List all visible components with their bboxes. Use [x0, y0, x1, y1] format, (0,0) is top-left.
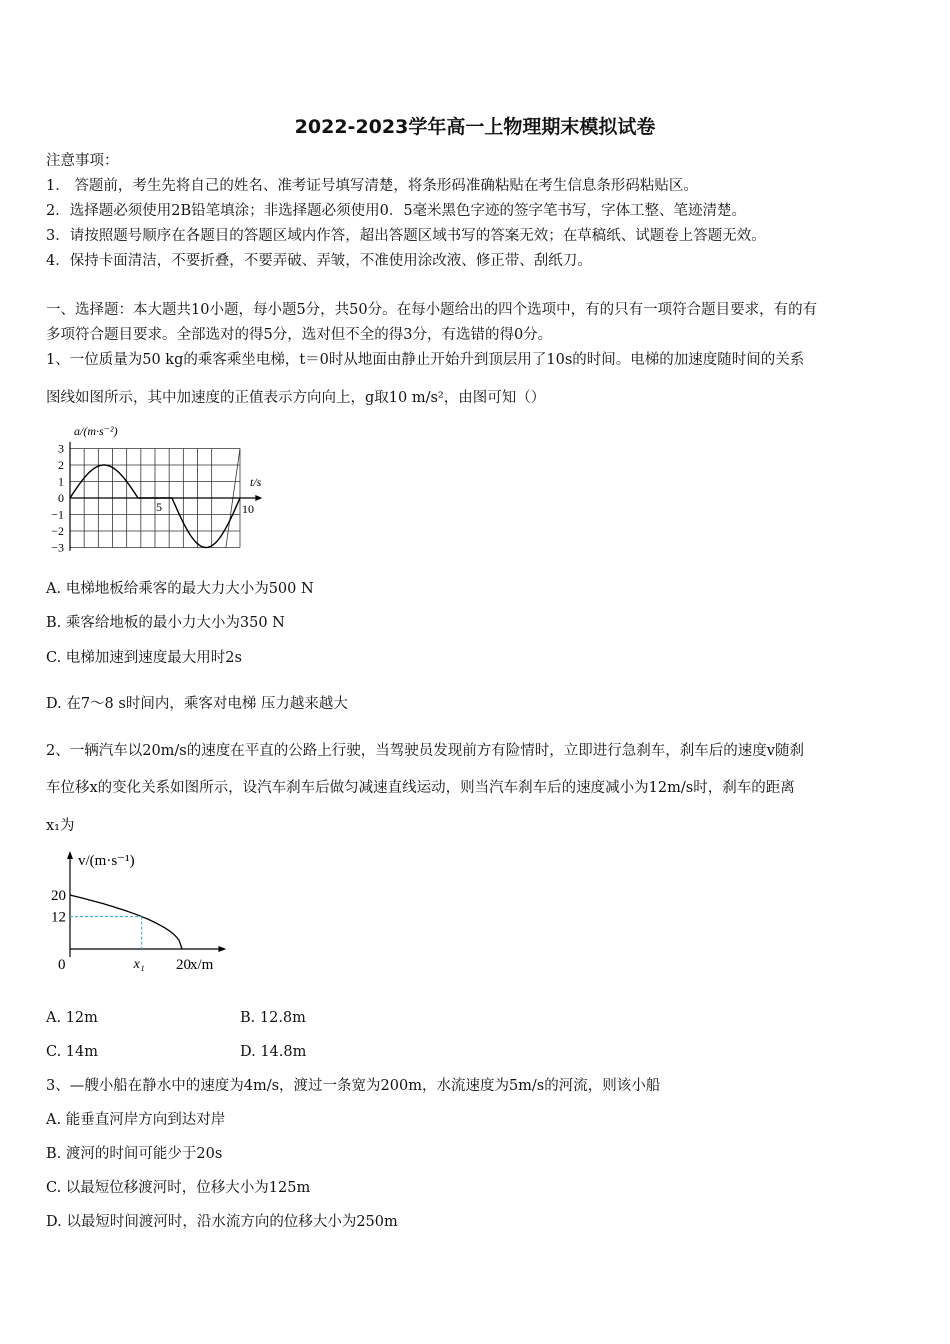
- origin-label: 0: [58, 957, 66, 973]
- notice-item: 3．请按照题号顺序在各题目的答题区域内作答，超出答题区域书写的答案无效；在草稿纸、试题卷上答题无效。: [46, 228, 766, 244]
- x-axis-label: t/s: [250, 475, 262, 489]
- velocity-curve: [70, 895, 182, 949]
- q2-stem: x₁为: [46, 818, 75, 834]
- q1-option-a: A. 电梯地板给乘客的最大力大小为500 N: [46, 581, 314, 597]
- x-tick-label: 5: [156, 500, 162, 514]
- q3-option-a: A. 能垂直河岸方向到达对岸: [46, 1112, 226, 1128]
- q2-stem: 车位移x的变化关系如图所示，设汽车刹车后做匀减速直线运动，则当汽车刹车后的速度减小为12m/s时，刹车的距离: [46, 780, 795, 796]
- q2-option-c: C. 14m: [46, 1044, 98, 1060]
- notice-item: 1． 答题前，考生先将自己的姓名、准考证号填写清楚，将条形码准确粘贴在考生信息条形码粘贴区。: [46, 178, 698, 194]
- notice-item: 2．选择题必须使用2B铅笔填涂；非选择题必须使用0．5毫米黑色字迹的签字笔书写，字体工整、笔迹清楚。: [46, 203, 747, 219]
- q1-acceleration-chart: [42, 418, 282, 566]
- q2-option-b: B. 12.8m: [240, 1010, 306, 1026]
- q1-option-c: C. 电梯加速到速度最大用时2s: [46, 650, 242, 666]
- y-tick-label: 20: [51, 888, 66, 904]
- section-intro: 一、选择题：本大题共10小题，每小题5分，共50分。在每小题给出的四个选项中，有的只有一项符合题目要求，有的有: [46, 302, 818, 318]
- y-tick-label: 12: [51, 909, 66, 926]
- q3-stem: 3、—艘小船在静水中的速度为4m/s，渡过一条宽为200m，水流速度为5m/s的河流，则该小船: [46, 1078, 661, 1094]
- y-tick-label: −1: [51, 507, 64, 522]
- section-intro: 多项符合题目要求。全部选对的得5分，选对但不全的得3分，有选错的得0分。: [46, 327, 553, 343]
- q3-option-d: D. 以最短时间渡河时，沿水流方向的位移大小为250m: [46, 1214, 398, 1230]
- q2-option-d: D. 14.8m: [240, 1044, 307, 1060]
- q1-stem: 图线如图所示，其中加速度的正值表示方向向上，g取10 m/s²，由图可知（）: [46, 390, 546, 406]
- x-tick-label: 20: [176, 957, 191, 973]
- notice-heading: 注意事项：: [46, 153, 119, 169]
- y-axis-label: v/(m·s⁻¹): [78, 853, 135, 869]
- y-tick-label: −2: [51, 524, 64, 538]
- y-tick-label: 0: [58, 491, 64, 505]
- q3-option-b: B. 渡河的时间可能少于20s: [46, 1146, 223, 1162]
- chart-tick-labels: [51, 888, 191, 973]
- x-tick-label: x₁: [133, 957, 145, 972]
- x-axis-label: x/m: [190, 957, 214, 973]
- x-tick-label: 10: [242, 502, 254, 516]
- y-tick-label: 1: [58, 474, 64, 489]
- q1-stem: 1、一位质量为50 kg的乘客乘坐电梯，t＝0时从地面由静止开始升到顶层用了10s的时间。电梯的加速度随时间的关系: [46, 352, 805, 368]
- exam-title: 2022-2023学年高一上物理期末模拟试卷: [294, 116, 656, 138]
- q1-option-b: B. 乘客给地板的最小力大小为350 N: [46, 615, 285, 631]
- q2-velocity-chart: [42, 845, 232, 975]
- y-tick-label: −3: [51, 540, 64, 555]
- q3-option-c: C. 以最短位移渡河时，位移大小为125m: [46, 1180, 311, 1196]
- y-axis-label: a/(m·s⁻²): [74, 424, 118, 438]
- q1-option-d: D. 在7～8 s时间内，乘客对电梯 压力越来越大: [46, 696, 348, 712]
- x-axis-arrow: [218, 946, 226, 952]
- y-axis-arrow: [67, 851, 73, 859]
- chart-series: [70, 895, 182, 949]
- y-tick-label: 2: [58, 458, 64, 472]
- x-axis-arrow: [255, 495, 262, 501]
- y-tick-label: 3: [58, 441, 64, 456]
- q2-option-a: A. 12m: [46, 1010, 98, 1026]
- notice-item: 4．保持卡面清洁，不要折叠，不要弄破、弄皱，不准使用涂改液、修正带、刮纸刀。: [46, 253, 592, 269]
- q2-stem: 2、一辆汽车以20m/s的速度在平直的公路上行驶，当驾驶员发现前方有险情时，立即进行急刹车，刹车后的速度v随刹: [46, 743, 804, 759]
